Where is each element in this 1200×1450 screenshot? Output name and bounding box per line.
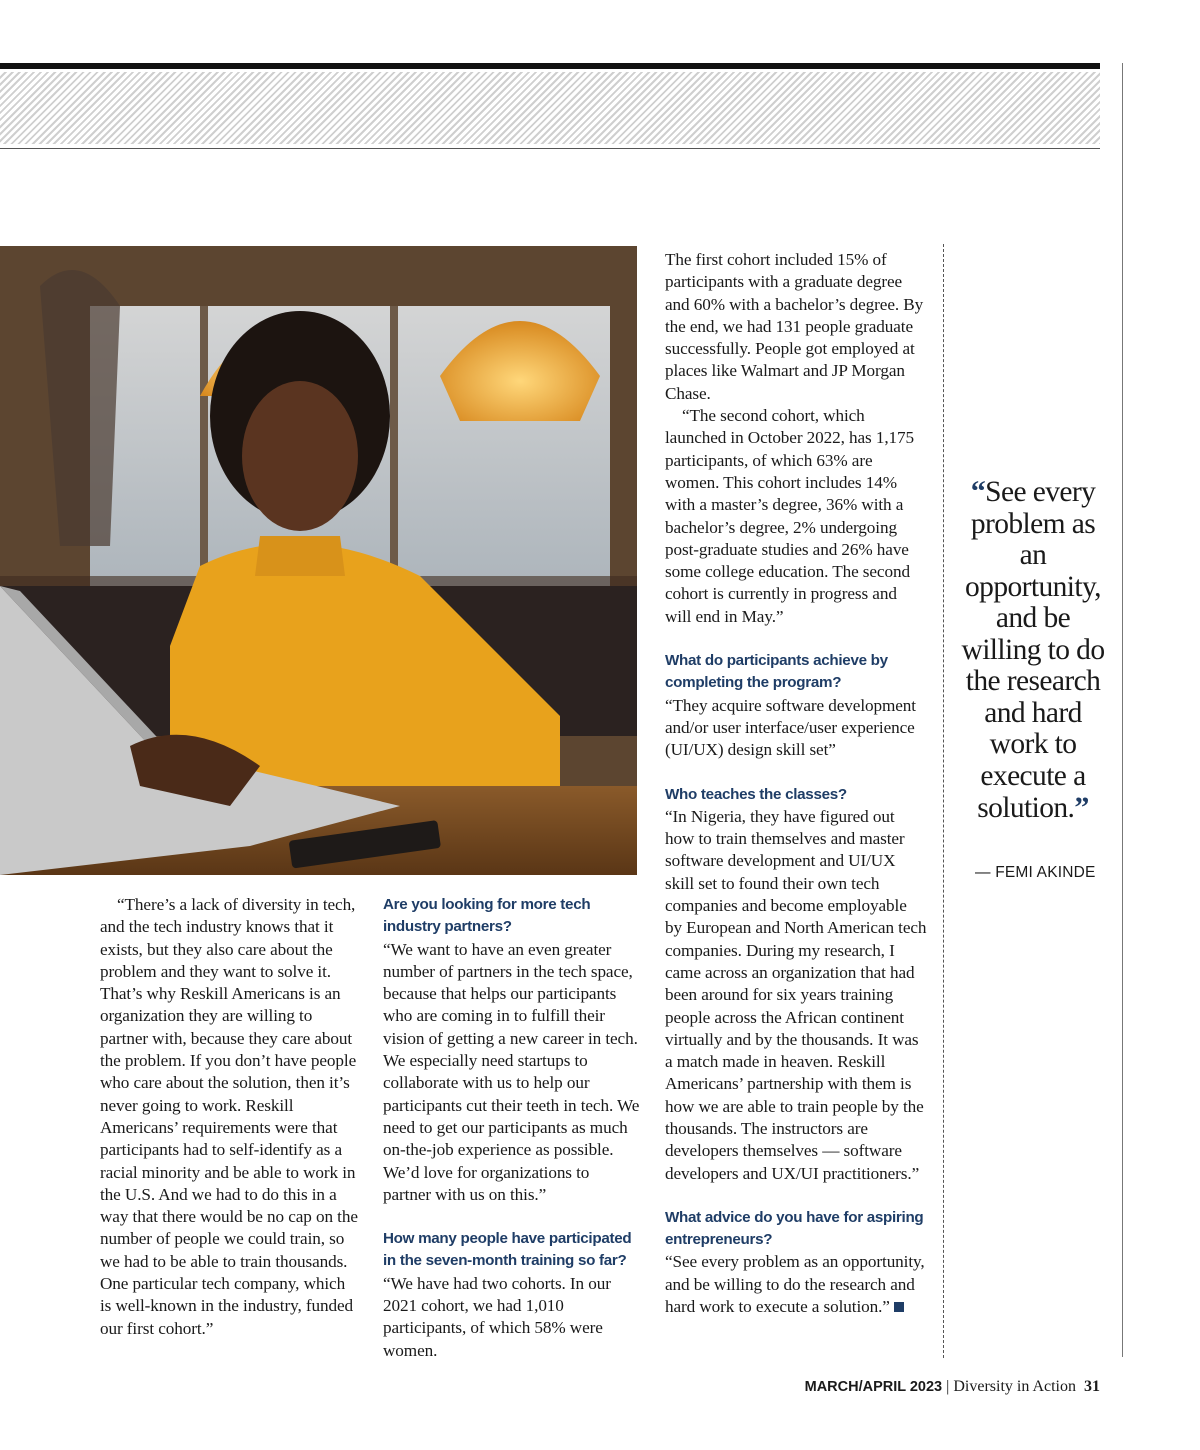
end-mark-icon [894,1302,904,1312]
interview-answer [665,1251,927,1318]
article-column-2 [383,894,641,1362]
body-paragraph: The first cohort included 15% of participants with a graduate degree and 60% with a bachelor’s degree. By the end, we had 131 people graduate successfully. People got employed at places like Walmart and JP Morgan Chase. [665,250,924,403]
close-quote-mark: ” [1074,791,1089,824]
body-paragraph: “The second cohort, which launched in October 2022, has 1,175 participants, of which 63% are women. This cohort includes 14% with a master’s degree, 36% with a bachelor’s degree, 2% undergoing post-graduate studies and 26% have some college education. The second cohort is currently in progress and will end in May.” [665,406,915,626]
pull-quote [955,476,1111,825]
page-right-rule [1122,63,1123,1357]
pull-quote-text: See every problem as an opportunity, and be willing to do the research and hard work to execute a solution. [961,476,1105,824]
header-hatch-rule [0,148,1100,149]
column-divider [943,244,944,1358]
footer-issue: MARCH/APRIL 2023 [804,1379,943,1395]
pull-quote-attribution: — FEMI AKINDE [975,864,1096,881]
interview-question: What advice do you have for aspiring entrepreneurs? [665,1208,924,1249]
interview-answer: “We want to have an even greater number of partners in the tech space, because that helps our participants who are coming in to fulfill their vision of getting a new career in tech. We especially need startups to collaborate with us to help our participants cut their teeth in tech. We need to get our participants as much on-the-job experience as possible. We’d love for organizations to partner with us on this.” [383,939,640,1204]
footer-separator: | [942,1378,954,1395]
article-column-1 [100,894,358,1340]
header-hatch-band [0,72,1100,144]
feature-photo [0,246,637,875]
interview-question: Are you looking for more tech industry partners? [383,896,591,936]
answer-text: “See every problem as an opportunity, and be willing to do the research and hard work to execute a solution.” [665,1252,925,1317]
interview-question: How many people have participated in the seven-month training so far? [383,1230,632,1270]
interview-question: What do participants achieve by completing the program? [665,652,888,692]
open-quote-mark: “ [970,475,986,508]
page-number: 31 [1084,1378,1100,1395]
header-rule [0,63,1100,69]
interview-question: Who teaches the classes? [665,785,847,803]
article-column-3 [665,249,927,1318]
interview-answer: “They acquire software development and/or user interface/user experience (UI/UX) design skill set” [665,695,916,760]
interview-answer: “In Nigeria, they have figured out how to train themselves and master software development and UI/UX skill set to found their own tech companies and become employable by European and North American tech companies. During my research, I came across an organization that had been around for six years training people across the African continent virtually and by the thousands. It was a match made in heaven. Reskill Americans’ partnership with them is how we are able to train people by the thousands. The instructors are developers themselves — software developers and UX/UI practitioners.” [665,806,927,1183]
body-paragraph: “There’s a lack of diversity in tech, and the tech industry knows that it exists, but they also care about the problem and they want to solve it. That’s why Reskill Americans is an organization they are willing to partner with, because they care about the problem. If you don’t have people who care about the solution, then it’s never going to work. Reskill Americans’ requirements were that participants had to self-identify as a racial minority and be able to work in the U.S. And we had to do this in a way that there would be no cap on the number of people we could train, so we had to be able to train thousands. One particular tech company, which is well-known in the industry, funded our first cohort.” [100,895,358,1338]
interview-answer: “We have had two cohorts. In our 2021 cohort, we had 1,010 participants, of which 58% were women. [383,1273,611,1360]
page-footer [805,1378,1100,1396]
footer-publication: Diversity in Action [953,1378,1076,1395]
